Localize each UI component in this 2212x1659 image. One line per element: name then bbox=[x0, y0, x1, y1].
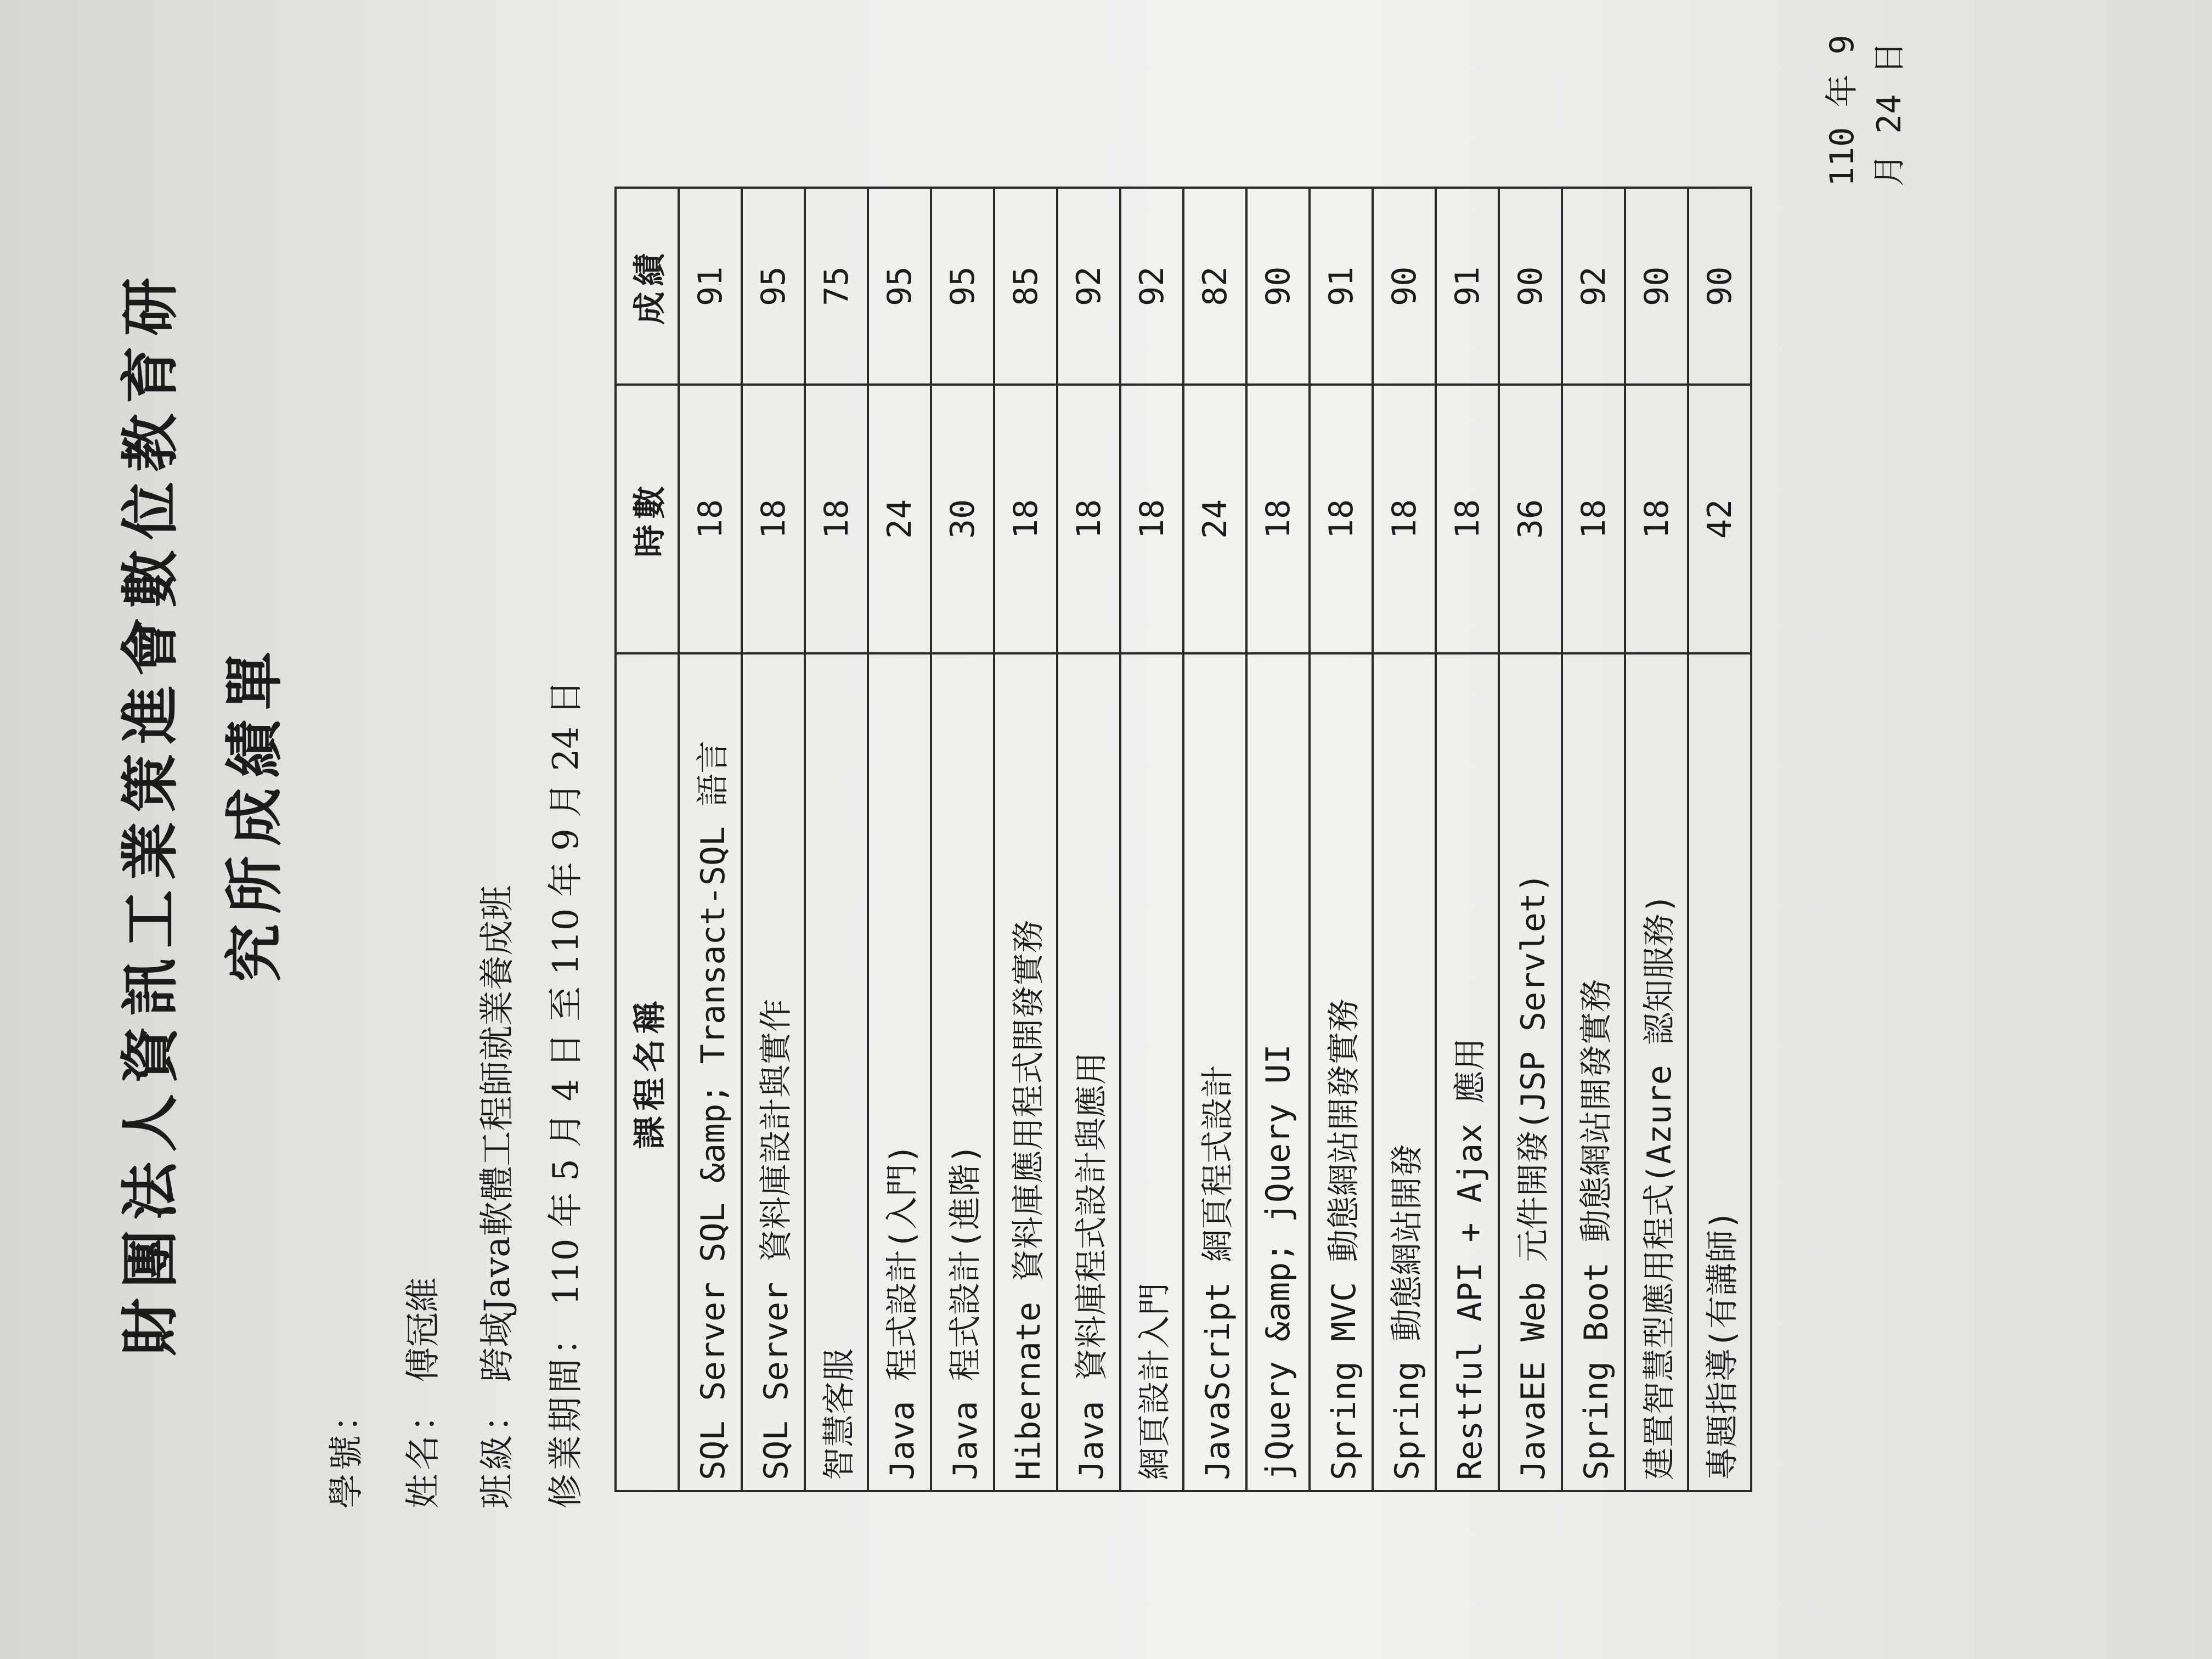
class-label: 班級： bbox=[477, 1393, 518, 1509]
course-name-cell: SQL Server SQL &amp; Transact-SQL 語言 bbox=[679, 653, 742, 1491]
course-name-cell: jQuery &amp; jQuery UI bbox=[1246, 653, 1310, 1491]
course-name-cell: 智慧客服 bbox=[805, 653, 868, 1491]
course-name-cell: JavaEE Web 元件開發(JSP Servlet) bbox=[1499, 653, 1562, 1491]
table-row bbox=[868, 188, 931, 1491]
class-value: 跨域Java軟體工程師就業養成班 bbox=[477, 885, 518, 1383]
course-name-cell: SQL Server 資料庫設計與實作 bbox=[742, 653, 805, 1491]
header-course: 課程名稱 bbox=[616, 653, 679, 1491]
table-row bbox=[1120, 188, 1183, 1491]
table-row bbox=[1310, 188, 1373, 1491]
hours-cell: 24 bbox=[1183, 385, 1246, 653]
grade-cell: 92 bbox=[1562, 188, 1625, 385]
hours-cell: 42 bbox=[1688, 385, 1751, 653]
grade-cell: 91 bbox=[1436, 188, 1499, 385]
course-name-cell: JavaScript 網頁程式設計 bbox=[1183, 653, 1246, 1491]
grade-cell: 92 bbox=[1057, 188, 1120, 385]
table-row bbox=[1183, 188, 1246, 1491]
student-name bbox=[395, 1277, 445, 1509]
header-grade: 成績 bbox=[616, 188, 679, 385]
grade-cell: 85 bbox=[994, 188, 1057, 385]
table-row bbox=[994, 188, 1057, 1491]
name-value: 傅冠維 bbox=[403, 1277, 444, 1383]
course-name-cell: Spring Boot 動態網站開發實務 bbox=[1562, 653, 1625, 1491]
table-row bbox=[1373, 188, 1436, 1491]
student-no-label: 學號： bbox=[326, 1393, 367, 1509]
hours-cell: 30 bbox=[931, 385, 994, 653]
hours-cell: 18 bbox=[1310, 385, 1373, 653]
grade-cell: 91 bbox=[679, 188, 742, 385]
hours-cell: 18 bbox=[1120, 385, 1183, 653]
course-name-cell: Restful API + Ajax 應用 bbox=[1436, 653, 1499, 1491]
grade-cell: 90 bbox=[1499, 188, 1562, 385]
table-row bbox=[1057, 188, 1120, 1491]
hours-cell: 18 bbox=[1436, 385, 1499, 653]
table-row bbox=[1625, 188, 1688, 1491]
course-name-cell: Java 資料庫程式設計與應用 bbox=[1057, 653, 1120, 1491]
name-label: 姓名： bbox=[403, 1393, 444, 1509]
table-header-row bbox=[616, 188, 679, 1491]
class-info bbox=[469, 885, 520, 1509]
issue-date: 110 年 9 月 24 日 bbox=[1823, 35, 1909, 187]
hours-cell: 18 bbox=[679, 385, 742, 653]
grades-table bbox=[614, 187, 1752, 1492]
study-period bbox=[538, 680, 588, 1509]
table-row bbox=[805, 188, 868, 1491]
hours-cell: 18 bbox=[1057, 385, 1120, 653]
period-value: 110 年 5 月 4 日 至 110 年 9 月 24 日 bbox=[546, 680, 586, 1306]
document-title-line1: 財團法人資訊工業策進會數位教育研 bbox=[116, 268, 184, 1356]
table-row bbox=[1562, 188, 1625, 1491]
grade-cell: 91 bbox=[1310, 188, 1373, 385]
table-row bbox=[1499, 188, 1562, 1491]
grade-cell: 75 bbox=[805, 188, 868, 385]
hours-cell: 18 bbox=[1625, 385, 1688, 653]
grade-cell: 82 bbox=[1183, 188, 1246, 385]
header-hours: 時數 bbox=[616, 385, 679, 653]
course-name-cell: 建置智慧型應用程式(Azure 認知服務) bbox=[1625, 653, 1688, 1491]
course-name-cell: Spring 動態網站開發 bbox=[1373, 653, 1436, 1491]
table-row bbox=[679, 188, 742, 1491]
course-name-cell: Java 程式設計(入門) bbox=[868, 653, 931, 1491]
grade-cell: 90 bbox=[1373, 188, 1436, 385]
hours-cell: 18 bbox=[1246, 385, 1310, 653]
grade-cell: 92 bbox=[1120, 188, 1183, 385]
table-row bbox=[1688, 188, 1751, 1491]
course-name-cell: Java 程式設計(進階) bbox=[931, 653, 994, 1491]
grade-cell: 90 bbox=[1688, 188, 1751, 385]
hours-cell: 18 bbox=[1373, 385, 1436, 653]
period-label: 修業期間： bbox=[546, 1317, 586, 1509]
grade-cell: 90 bbox=[1625, 188, 1688, 385]
hours-cell: 24 bbox=[868, 385, 931, 653]
hours-cell: 18 bbox=[805, 385, 868, 653]
table-row bbox=[1436, 188, 1499, 1491]
course-name-cell: 網頁設計入門 bbox=[1120, 653, 1183, 1491]
grade-cell: 95 bbox=[931, 188, 994, 385]
grade-cell: 95 bbox=[868, 188, 931, 385]
hours-cell: 18 bbox=[742, 385, 805, 653]
hours-cell: 36 bbox=[1499, 385, 1562, 653]
course-name-cell: Hibernate 資料庫應用程式開發實務 bbox=[994, 653, 1057, 1491]
transcript-sheet bbox=[11, 33, 2194, 1624]
course-name-cell: 專題指導(有講師) bbox=[1688, 653, 1751, 1491]
table-row bbox=[1246, 188, 1310, 1491]
hours-cell: 18 bbox=[1562, 385, 1625, 653]
grade-cell: 90 bbox=[1246, 188, 1310, 385]
grade-cell: 95 bbox=[742, 188, 805, 385]
hours-cell: 18 bbox=[994, 385, 1057, 653]
document-title-line2: 究所成績單 bbox=[220, 642, 289, 982]
student-no bbox=[318, 1393, 369, 1509]
course-name-cell: Spring MVC 動態網站開發實務 bbox=[1310, 653, 1373, 1491]
table-row bbox=[931, 188, 994, 1491]
table-row bbox=[742, 188, 805, 1491]
